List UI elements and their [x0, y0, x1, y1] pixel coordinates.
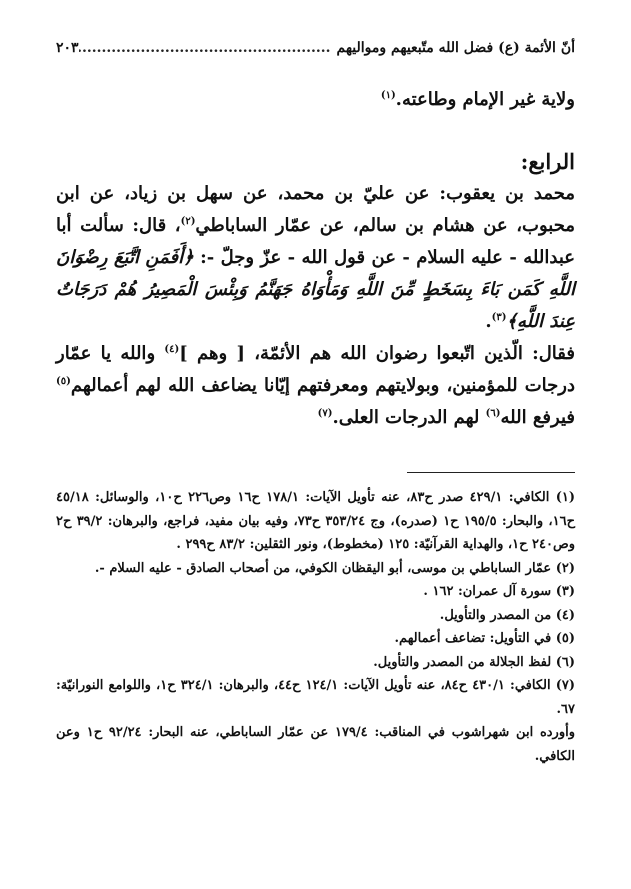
- section-heading: الرابع:: [520, 149, 575, 174]
- footnote-divider: [407, 472, 575, 473]
- footnote-5: (٥) في التأويل: تضاعف أعمالهم.: [394, 631, 575, 646]
- quran-verse-cont: كَمَن بَاءَ بِسَخَطٍ مِّنَ اللَّهِ وَمَأْوَاهُ جَهَنَّمُ وَبِئْسَ الْمَصِيرُ هُمْ دَرَجَاتٌ عِندَ اللَّهِ﴾: [56, 279, 575, 332]
- footnote-ref: (٤): [164, 344, 180, 355]
- footnote-ref: (٥): [56, 376, 71, 387]
- footnote-3: (٣) سورة آل عمران: ١٦٢ .: [423, 584, 575, 599]
- continuation-line: ولاية غير الإمام وطاعته.$^{(١)}$: [380, 89, 575, 110]
- hadith-paragraph: محمد بن يعقوب: عن عليّ بن محمد، عن سهل بن زياد، عن ابن محبوب، عن هشام بن سالم، عن عمّار الساباطي$^{(٢)}$، قال: سألت أبا عبدالله - عليه السلام - عن قول الله - عزّ وجلّ -: ﴿أَفَمَنِ اتَّبَعَ رِضْوَانَ اللَّهِ كَمَن بَاءَ بِسَخَطٍ مِّنَ اللَّهِ وَمَأْوَاهُ جَهَنَّمُ وَبِئْسَ الْمَصِيرُ هُمْ دَرَجَاتٌ عِندَ اللَّهِ﴾$^{(٣)}$.: [56, 183, 575, 332]
- footnote-4: (٤) من المصدر والتأويل.: [439, 607, 575, 623]
- header-leader-dots: [79, 40, 337, 56]
- quran-verse: ﴿أَفَمَنِ اتَّبَعَ رِضْوَانَ اللَّهِ: [56, 247, 575, 300]
- main-text: [56, 84, 575, 434]
- footnotes: [56, 486, 575, 768]
- footnote-7-cont: وأورده ابن شهراشوب في المناقب: ١٧٩/٤ عن عمّار الساباطي، عنه البحار: ٩٢/٢٤ ح١ وعن الكافي.: [56, 725, 575, 764]
- footnote-ref: (٣): [491, 312, 507, 323]
- footnote-7: (٧) الكافي: ٤٣٠/١ ح٨٤، عنه تأويل الآيات: ١٢٤/١ ح٤٤، والبرهان: ٣٢٤/١ ح١، واللوامع النورانيّة: ٦٧.: [56, 678, 576, 717]
- footnote-6: (٦) لفظ الجلالة من المصدر والتأويل.: [373, 654, 575, 670]
- footnote-ref: (٢): [180, 216, 196, 227]
- footnote-ref: (٦): [485, 408, 501, 419]
- footnote-1: (١) الكافي: ٤٢٩/١ صدر ح٨٣، عنه تأويل الآيات: ١٧٨/١ ح١٦ وص٢٢٦ ح١٠، والوسائل: ٤٥/١٨ ح١٦، والبحار: ١٩٥/٥ ح١ (صدره)، وج ٣٥٣/٢٤ ح٧٣، وفيه بيان مفيد، فراجع، والبرهان: ٣٩/٢ ح٢ وص٢٤٠ ح١، والهداية القرآنيّة: ١٢٥ (مخطوط)، ونور الثقلين: ٨٣/٢ ح٢٩٩ .: [56, 490, 576, 552]
- page-number: ٢٠٣: [56, 40, 79, 56]
- running-header: [56, 40, 575, 62]
- footnote-2: (٢) عمّار الساباطي بن موسى، أبو اليقظان الكوفي، من أصحاب الصادق - عليه السلام -.: [94, 560, 575, 576]
- footnote-ref: (٧): [317, 408, 333, 419]
- header-title: أنّ الأئمة (ع) فضل الله متّبعيهم ومواليهم: [336, 40, 575, 56]
- answer-paragraph: فقال: الّذين اتّبعوا رضوان الله هم الأئمّة، [ وهم ]$^{(٤)}$ والله يا عمّار درجات للمؤمنين، وبولايتهم ومعرفتهم إيّانا يضاعف الله لهم أعمالهم$^{(٥)}$ فيرفع الله$^{(٦)}$ لهم الدرجات العلى.$^{(٧)}$: [56, 343, 576, 428]
- footnote-ref: (١): [380, 90, 396, 101]
